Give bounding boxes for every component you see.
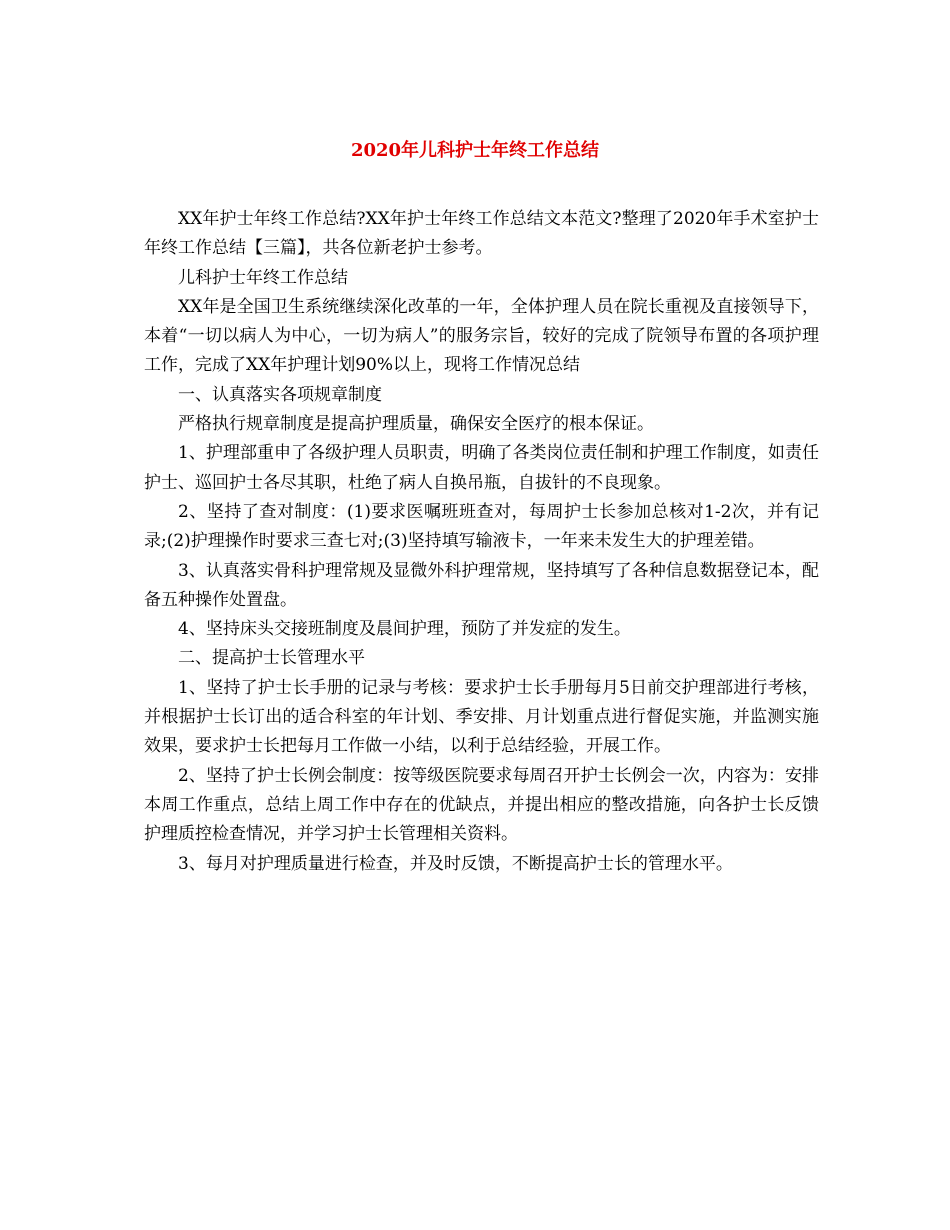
list-item-2-2: 2、坚持了护士长例会制度：按等级医院要求每周召开护士长例会一次，内容为：安排本周工作重点，总结上周工作中存在的优缺点，并提出相应的整改措施，向各护士长反馈护理质控检查情况，并学习护士长管理相关资料。 xyxy=(144,765,819,845)
body-paragraph: 严格执行规章制度是提高护理质量，确保安全医疗的根本保证。 xyxy=(178,414,654,435)
list-item-1-4: 4、坚持床头交接班制度及晨间护理，预防了并发症的发生。 xyxy=(178,619,631,640)
document-body xyxy=(144,205,819,879)
overview-paragraph: XX年是全国卫生系统继续深化改革的一年，全体护理人员在院长重视及直接领导下，本着“一切以病人为中心，一切为病人”的服务宗旨，较好的完成了院领导布置的各项护理工作，完成了XX年护理计划90%以上，现将工作情况总结 xyxy=(144,296,819,376)
document-title: 2020年儿科护士年终工作总结 xyxy=(350,140,600,161)
list-item-1-2: 2、坚持了查对制度：(1)要求医嘱班班查对，每周护士长参加总核对1-2次，并有记录;(2)护理操作时要求三查七对;(3)坚持填写输液卡，一年来未发生大的护理差错。 xyxy=(144,501,819,552)
section-subtitle: 儿科护士年终工作总结 xyxy=(178,267,348,288)
list-item-1-1: 1、护理部重申了各级护理人员职责，明确了各类岗位责任制和护理工作制度，如责任护士、巡回护士各尽其职，杜绝了病人自换吊瓶，自拔针的不良现象。 xyxy=(144,443,819,493)
list-item-2-3: 3、每月对护理质量进行检查，并及时反馈，不断提高护士长的管理水平。 xyxy=(178,853,733,874)
section-heading-1: 一、认真落实各项规章制度 xyxy=(178,384,382,405)
intro-paragraph: XX年护士年终工作总结?XX年护士年终工作总结文本范文?整理了2020年手术室护士年终工作总结【三篇】，共各位新老护士参考。 xyxy=(144,209,819,259)
list-item-2-1: 1、坚持了护士长手册的记录与考核：要求护士长手册每月5日前交护理部进行考核，并根据护士长订出的适合科室的年计划、季安排、月计划重点进行督促实施，并监测实施效果，要求护士长把每月工作做一小结，以利于总结经验，开展工作。 xyxy=(144,677,819,757)
list-item-1-3: 3、认真落实骨科护理常规及显微外科护理常规，坚持填写了各种信息数据登记本，配备五种操作处置盘。 xyxy=(144,560,819,610)
section-heading-2: 二、提高护士长管理水平 xyxy=(178,648,365,669)
